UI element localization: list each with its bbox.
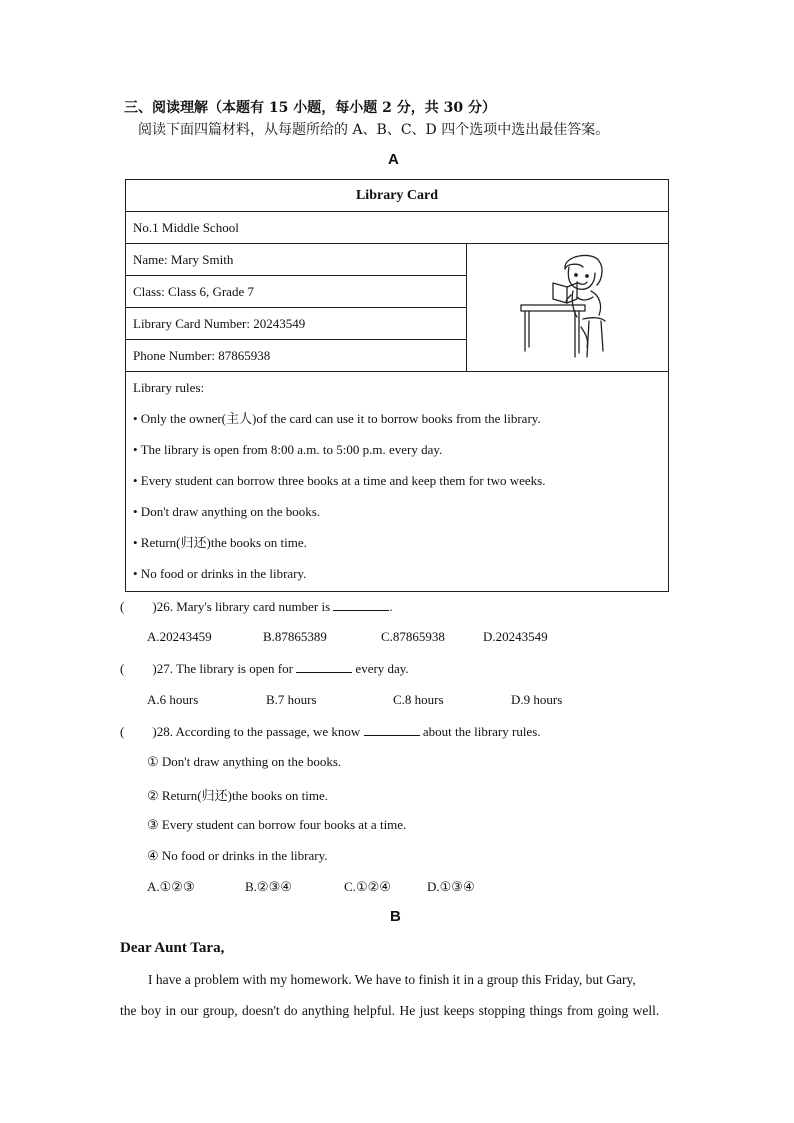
question-number: 28: [156, 724, 170, 739]
question-stem-end: about the library rules.: [422, 724, 541, 739]
question-stem: Mary's library card number is: [176, 599, 331, 614]
letter-greeting: Dear Aunt Tara,: [120, 940, 225, 956]
statement-1: ① Don't draw anything on the books.: [147, 754, 342, 769]
card-title: Library Card: [126, 180, 669, 212]
fill-blank: [333, 598, 389, 611]
card-name: Name: Mary Smith: [126, 244, 467, 276]
fill-blank: [296, 660, 352, 673]
option-d[interactable]: D.①③④: [427, 879, 475, 894]
card-school: No.1 Middle School: [126, 212, 669, 244]
rule-item: • Don't draw anything on the books.: [133, 504, 321, 519]
rule-item: • Every student can borrow three books at a time and keep them for two weeks.: [133, 473, 546, 488]
letter-line: I have a problem with my homework. We have to finish it in a group this Friday, but Gary,: [148, 972, 636, 987]
rule-item: • Return(归还)the books on time.: [133, 535, 307, 550]
option-c[interactable]: C.87865938: [381, 629, 445, 644]
passage-a-letter: A: [388, 151, 399, 168]
question-26: ( )26. Mary's library card number is .: [120, 599, 393, 614]
rule-item: • The library is open from 8:00 a.m. to 5:00 p.m. every day.: [133, 442, 443, 457]
option-d[interactable]: D.9 hours: [511, 692, 563, 707]
option-b[interactable]: B.②③④: [245, 879, 292, 894]
library-rules: [126, 372, 669, 592]
girl-reading-icon: [513, 247, 623, 365]
rule-item: • Only the owner(主人)of the card can use it to borrow books from the library.: [133, 411, 541, 426]
card-class: Class: Class 6, Grade 7: [126, 276, 467, 308]
question-stem: The library is open for: [175, 661, 293, 676]
statement-2: ② Return(归还)the books on time.: [147, 788, 328, 803]
question-28: ( )28. According to the passage, we know about the library rules.: [120, 724, 541, 739]
statement-3: ③ Every student can borrow four books at a time.: [147, 817, 407, 832]
option-b[interactable]: B.7 hours: [266, 692, 317, 707]
fill-blank: [364, 723, 420, 736]
passage-b-letter: B: [390, 908, 401, 925]
reading-girl-illustration: [467, 244, 669, 372]
option-a[interactable]: A.6 hours: [147, 692, 199, 707]
option-b[interactable]: B.87865389: [263, 629, 327, 644]
section-instruction: 阅读下面四篇材料，从每题所给的 A、B、C、D 四个选项中选出最佳答案。: [138, 122, 610, 138]
option-a[interactable]: A.20243459: [147, 629, 212, 644]
option-d[interactable]: D.20243549: [483, 629, 548, 644]
question-stem: According to the passage, we know: [175, 724, 361, 739]
question-stem-end: every day.: [355, 661, 409, 676]
library-card: [125, 179, 669, 592]
letter-line: the boy in our group, doesn't do anything helpful. He just keeps stopping things from going well.: [120, 1003, 660, 1018]
option-a[interactable]: A.①②③: [147, 879, 195, 894]
question-stem-end: .: [389, 599, 393, 614]
rule-item: • No food or drinks in the library.: [133, 566, 307, 581]
card-phone: Phone Number: 87865938: [126, 340, 467, 372]
section-heading: 三、阅读理解（本题有 15 小题，每小题 2 分，共 30 分）: [124, 100, 496, 116]
statement-4: ④ No food or drinks in the library.: [147, 848, 328, 863]
card-number: Library Card Number: 20243549: [126, 308, 467, 340]
rules-label: Library rules:: [133, 380, 205, 395]
option-c[interactable]: C.①②④: [344, 879, 391, 894]
option-c[interactable]: C.8 hours: [393, 692, 444, 707]
question-number: 27: [156, 661, 170, 676]
question-27: ( )27. The library is open for every day.: [120, 661, 409, 676]
question-number: 26: [156, 599, 170, 614]
